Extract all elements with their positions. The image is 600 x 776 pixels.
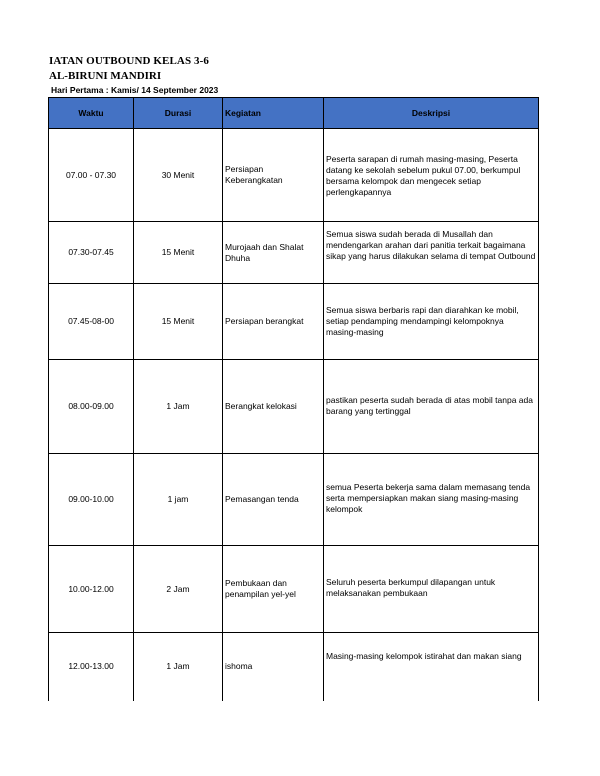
cell-durasi: 30 Menit (134, 129, 223, 222)
cell-durasi: 15 Menit (134, 222, 223, 284)
cell-deskripsi: Seluruh peserta berkumpul dilapangan untuk melaksanakan pembukaan (324, 546, 539, 633)
cell-kegiatan: Persiapan berangkat (223, 284, 324, 360)
cell-kegiatan: Pembukaan dan penampilan yel-yel (223, 546, 324, 633)
cell-deskripsi: Masing-masing kelompok istirahat dan makan siang (324, 633, 539, 701)
table-row (49, 454, 539, 546)
cell-durasi: 1 Jam (134, 360, 223, 454)
cell-kegiatan: Persiapan Keberangkatan (223, 129, 324, 222)
cell-waktu: 07.00 - 07.30 (49, 129, 134, 222)
cell-durasi: 15 Menit (134, 284, 223, 360)
table-header-row (49, 98, 539, 129)
header-durasi: Durasi (134, 98, 223, 129)
table-row (49, 633, 539, 701)
header-deskripsi: Deskripsi (324, 98, 539, 129)
cell-waktu: 07.45-08-00 (49, 284, 134, 360)
cell-kegiatan: Pemasangan tenda (223, 454, 324, 546)
cell-waktu: 09.00-10.00 (49, 454, 134, 546)
cell-deskripsi: Semua siswa sudah berada di Musallah dan mendengarkan arahan dari panitia terkait bagaimana sikap yang harus dilakukan selama di tempat Outbound (324, 222, 539, 284)
cell-waktu: 10.00-12.00 (49, 546, 134, 633)
table-row (49, 546, 539, 633)
cell-waktu: 08.00-09.00 (49, 360, 134, 454)
cell-kegiatan: ishoma (223, 633, 324, 701)
cell-durasi: 1 jam (134, 454, 223, 546)
day-date-subtitle: Hari Pertama : Kamis/ 14 September 2023 (51, 85, 219, 95)
cell-kegiatan: Berangkat kelokasi (223, 360, 324, 454)
cell-durasi: 1 Jam (134, 633, 223, 701)
cell-waktu: 07.30-07.45 (49, 222, 134, 284)
cell-deskripsi: pastikan peserta sudah berada di atas mobil tanpa ada barang yang tertinggal (324, 360, 539, 454)
cell-deskripsi: Peserta sarapan di rumah masing-masing, Peserta datang ke sekolah sebelum pukul 07.00, berkumpul bersama kelompok dan mengecek setiap perlengkapannya (324, 129, 539, 222)
cell-kegiatan: Murojaah dan Shalat Dhuha (223, 222, 324, 284)
table-row (49, 129, 539, 222)
schedule-table (48, 97, 539, 701)
header-waktu: Waktu (49, 98, 134, 129)
school-name: AL-BIRUNI MANDIRI (49, 70, 162, 82)
header-kegiatan: Kegiatan (223, 98, 324, 129)
table-row (49, 360, 539, 454)
cell-deskripsi: Semua siswa berbaris rapi dan diarahkan ke mobil, setiap pendamping mendampingi kelompoknya masing-masing (324, 284, 539, 360)
document-title: IATAN OUTBOUND KELAS 3-6 (49, 55, 209, 67)
cell-waktu: 12.00-13.00 (49, 633, 134, 701)
cell-durasi: 2 Jam (134, 546, 223, 633)
table-row (49, 222, 539, 284)
table-row (49, 284, 539, 360)
cell-deskripsi: semua Peserta bekerja sama dalam memasang tenda serta mempersiapkan makan siang masing-masing kelompok (324, 454, 539, 546)
